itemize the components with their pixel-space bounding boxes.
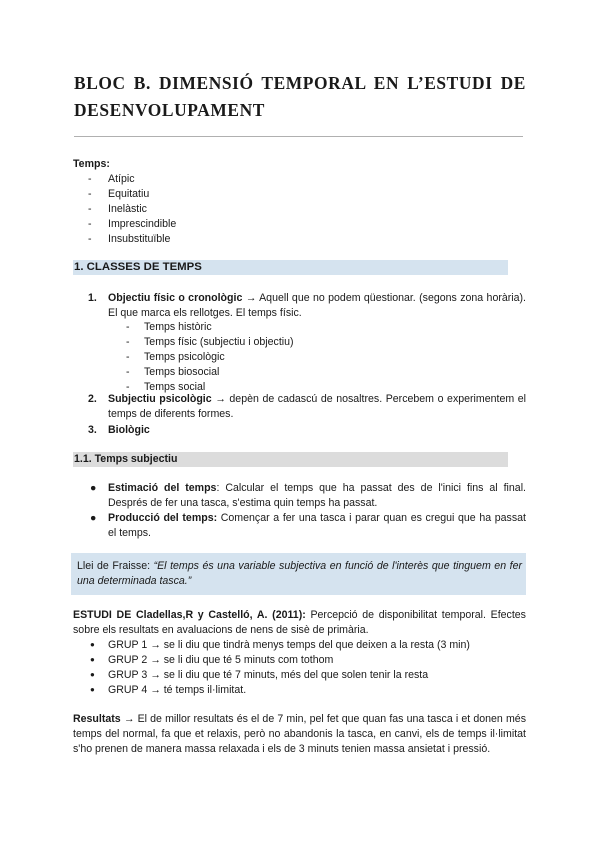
bullet-item bbox=[90, 511, 526, 541]
item-term: Biològic bbox=[108, 424, 150, 436]
study-paragraph bbox=[73, 608, 526, 638]
list-item: - Equitatiu bbox=[88, 187, 176, 202]
list-item: - Insubstituïble bbox=[88, 232, 176, 247]
section-heading-classes: 1. CLASSES DE TEMPS bbox=[73, 260, 508, 275]
list-item: - Temps social bbox=[126, 380, 294, 395]
item-text: : Calcular el temps que ha passat des de l'inici fins al final. Després de fer una tasca, s'estima quin temps ha passat. bbox=[108, 482, 526, 509]
quote-text: “El temps és una variable subjectiva en funció de l'interès que tinguem en fer una determinada tasca.” bbox=[77, 560, 522, 587]
item-text: Començar a fer una tasca i parar quan es cregui que ha passat el temps. bbox=[108, 512, 526, 539]
item-term: Estimació del temps bbox=[108, 482, 217, 494]
list-item: ● GRUP 1 → se li diu que tindrà menys temps del que deixen a la resta (3 min) bbox=[90, 638, 470, 653]
results-label: Resultats bbox=[73, 713, 121, 725]
quote-lead: Llei de Fraisse: bbox=[77, 560, 154, 572]
list-item: - Inelàstic bbox=[88, 202, 176, 217]
page-title: BLOC B. DIMENSIÓ TEMPORAL EN L’ESTUDI DE DESENVOLUPAMENT bbox=[74, 73, 526, 120]
list-item: ● GRUP 4 → té temps il·limitat. bbox=[90, 683, 470, 698]
bullet-dot: ● bbox=[90, 482, 97, 494]
temps-heading: Temps: bbox=[73, 158, 110, 170]
list-item: - Temps físic (subjectiu i objectiu) bbox=[126, 335, 294, 350]
list-item: - Atípic bbox=[88, 172, 176, 187]
bullet-dot: ● bbox=[90, 512, 97, 524]
list-item: - Imprescindible bbox=[88, 217, 176, 232]
item-number: 3. bbox=[88, 424, 97, 436]
item-number: 2. bbox=[88, 393, 97, 405]
numbered-item bbox=[88, 291, 526, 321]
item-term: Subjectiu psicològic bbox=[108, 393, 212, 405]
list-item: ● GRUP 2 → se li diu que té 5 minuts com tothom bbox=[90, 653, 470, 668]
groups-list bbox=[90, 638, 470, 698]
list-item: - Temps psicològic bbox=[126, 350, 294, 365]
list-item: - Temps biosocial bbox=[126, 365, 294, 380]
item-text: → depèn de cadascú de nosaltres. Percebem o experimentem el temps de diferents formes. bbox=[108, 393, 526, 420]
numbered-item bbox=[88, 392, 526, 422]
quote-box bbox=[71, 553, 526, 595]
section-heading-subjectiu: 1.1. Temps subjectiu bbox=[73, 452, 508, 467]
numbered-item bbox=[88, 423, 526, 438]
item-text: → Aquell que no podem qüestionar. (segons zona horària). El que marca els rellotges. El temps físic. bbox=[108, 292, 526, 319]
temps-list bbox=[88, 172, 176, 247]
list-item: - Temps històric bbox=[126, 320, 294, 335]
title-divider bbox=[74, 136, 523, 137]
results-paragraph bbox=[73, 712, 526, 757]
study-text: Percepció de disponibilitat temporal. Efectes sobre els resultats en avaluacions de nens de sisè de primària. bbox=[73, 609, 526, 636]
temps-types-list bbox=[126, 320, 294, 395]
item-term: Producció del temps: bbox=[108, 512, 218, 524]
list-item: ● GRUP 3 → se li diu que té 7 minuts, més del que solen tenir la resta bbox=[90, 668, 470, 683]
results-text: → El de millor resultats és el de 7 min, pel fet que quan fas una tasca i et donen més temps del normal, fa que et relaxis, però no abandonis la tasca, en canvi, els de temps il·limitat s'ho prenen de manera massa relaxada i els de 3 minuts tenien massa ansietat i pressió. bbox=[73, 713, 526, 755]
study-title: ESTUDI DE Cladellas,R y Castelló, A. (2011): bbox=[73, 609, 306, 621]
bullet-item bbox=[90, 481, 526, 511]
item-number: 1. bbox=[88, 292, 97, 304]
item-term: Objectiu físic o cronològic bbox=[108, 292, 243, 304]
